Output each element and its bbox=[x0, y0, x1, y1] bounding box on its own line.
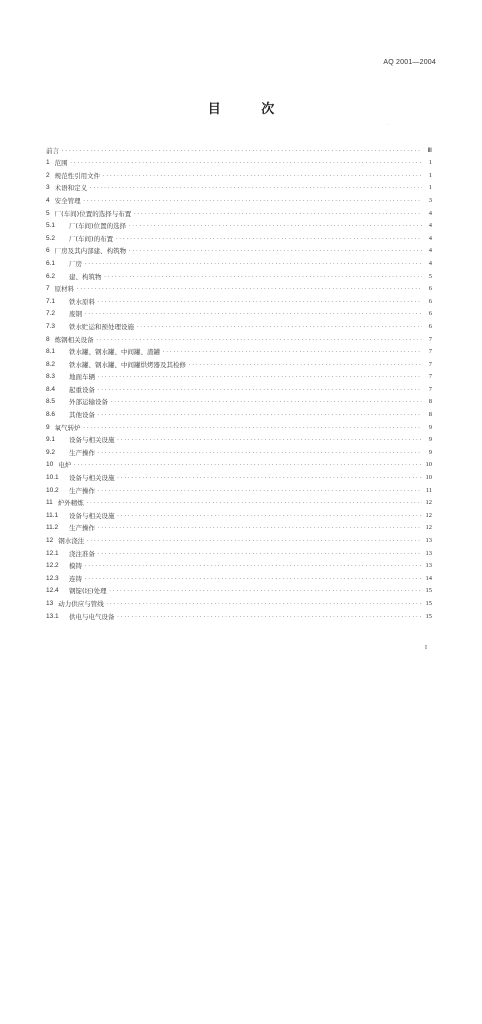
toc-dot-leader bbox=[84, 310, 422, 318]
toc-dot-leader bbox=[97, 298, 422, 306]
toc-dot-leader bbox=[61, 147, 422, 155]
toc-entry-number: 10.1 bbox=[46, 474, 59, 482]
toc-dot-leader bbox=[115, 235, 422, 243]
toc-entry-number: 8.3 bbox=[46, 373, 56, 381]
toc-dot-leader bbox=[128, 247, 422, 255]
toc-entry-number: 9.1 bbox=[46, 436, 56, 444]
toc-entry-title: 建、构筑物 bbox=[69, 272, 102, 281]
toc-dot-leader bbox=[97, 411, 422, 419]
toc-entry-page: 1 bbox=[428, 184, 432, 192]
toc-entry-title: 动力供应与管线 bbox=[58, 599, 104, 608]
toc-entry-number: 7.3 bbox=[46, 322, 56, 330]
toc-dot-leader bbox=[106, 600, 422, 608]
toc-dot-leader bbox=[86, 499, 422, 507]
toc-entry-number: 12.2 bbox=[46, 562, 59, 570]
toc-entry-page: 4 bbox=[428, 209, 432, 217]
toc-entry-number: 8.5 bbox=[46, 398, 56, 406]
toc-entry-title: 炼钢相关设备 bbox=[54, 335, 94, 344]
toc-dot-leader bbox=[76, 285, 422, 293]
toc-entry-number: 12.3 bbox=[46, 574, 59, 582]
toc-dot-leader bbox=[83, 424, 422, 432]
toc-entry[interactable] bbox=[46, 180, 432, 193]
toc-entry-number: 5.1 bbox=[46, 222, 56, 230]
toc-entry-page: 12 bbox=[425, 511, 432, 519]
toc-entry-title: 原材料 bbox=[54, 285, 75, 294]
toc-entry[interactable] bbox=[46, 230, 432, 243]
toc-entry[interactable] bbox=[46, 532, 432, 545]
toc-entry-page: 15 bbox=[425, 599, 432, 607]
toc-dot-leader bbox=[136, 323, 422, 331]
toc-entry-page: Ⅲ bbox=[427, 146, 432, 154]
toc-dot-leader bbox=[117, 512, 423, 520]
toc-entry[interactable] bbox=[46, 369, 432, 382]
toc-entry-title: 铁水罐、钢水罐、中间罐烘烤器及其检修 bbox=[69, 360, 186, 369]
toc-entry-number: 12 bbox=[46, 537, 54, 544]
toc-dot-leader bbox=[117, 613, 423, 621]
toc-entry[interactable] bbox=[46, 457, 432, 470]
toc-entry-page: 12 bbox=[425, 524, 432, 532]
toc-entry-title: 前言 bbox=[46, 146, 59, 155]
toc-entry-page: 11 bbox=[425, 486, 432, 494]
toc-entry[interactable] bbox=[46, 331, 432, 344]
toc-entry[interactable] bbox=[46, 306, 432, 319]
toc-entry-page: 13 bbox=[425, 537, 432, 544]
toc-entry-page: 7 bbox=[428, 385, 432, 393]
toc-entry-page: 4 bbox=[428, 259, 432, 267]
toc-entry-number: 10 bbox=[46, 461, 54, 469]
toc-entry[interactable] bbox=[46, 318, 432, 331]
toc-entry[interactable] bbox=[46, 469, 432, 482]
standard-code: AQ 2001—2004 bbox=[383, 59, 436, 66]
toc-entry[interactable] bbox=[46, 583, 432, 596]
toc-entry-page: 3 bbox=[428, 196, 432, 204]
toc-entry-page: 6 bbox=[428, 322, 432, 330]
toc-entry-title: 厂(车间)位置的选择与布置 bbox=[54, 209, 132, 218]
toc-entry-title: 连铸 bbox=[69, 574, 82, 583]
toc-entry-page: 10 bbox=[425, 461, 432, 469]
toc-dot-leader bbox=[109, 587, 422, 595]
toc-entry-number: 2 bbox=[46, 171, 50, 179]
toc-entry-number: 11.1 bbox=[46, 511, 59, 519]
toc-entry[interactable] bbox=[46, 482, 432, 495]
toc-entry-number: 7.1 bbox=[46, 297, 56, 305]
toc-dot-leader bbox=[97, 449, 422, 457]
toc-entry-title: 地面车辆 bbox=[69, 373, 95, 382]
toc-entry-title: 供电与电气设备 bbox=[69, 612, 115, 621]
toc-entry[interactable] bbox=[46, 255, 432, 268]
toc-entry-title: 铁水原料 bbox=[69, 297, 95, 306]
toc-dot-leader bbox=[97, 373, 422, 381]
toc-dot-leader bbox=[162, 348, 422, 356]
stray-mark: . bbox=[388, 121, 390, 126]
toc-entry[interactable] bbox=[46, 558, 432, 571]
toc-dot-leader bbox=[104, 273, 423, 281]
toc-entry-page: 9 bbox=[428, 423, 432, 431]
toc-entry-number: 3 bbox=[46, 184, 50, 192]
toc-entry-title: 生产操作 bbox=[69, 486, 95, 495]
toc-entry[interactable] bbox=[46, 293, 432, 306]
toc-entry-title: 铁水罐、钢水罐、中间罐、渣罐 bbox=[69, 348, 160, 357]
toc-dot-leader bbox=[84, 260, 422, 268]
toc-dot-leader bbox=[97, 550, 422, 558]
toc-entry-title: 钢锭(坯)处理 bbox=[69, 587, 107, 596]
toc-dot-leader bbox=[84, 575, 422, 583]
toc-entry[interactable] bbox=[46, 167, 432, 180]
toc-dot-leader bbox=[128, 222, 422, 230]
toc-entry-number: 8.2 bbox=[46, 360, 56, 368]
toc-dot-leader bbox=[97, 487, 422, 495]
toc-dot-leader bbox=[89, 184, 422, 192]
toc-entry[interactable] bbox=[46, 281, 432, 294]
table-of-contents bbox=[46, 142, 432, 621]
toc-entry-number: 12.4 bbox=[46, 587, 59, 595]
toc-entry-page: 7 bbox=[428, 373, 432, 381]
toc-entry-number: 5 bbox=[46, 209, 50, 217]
toc-entry-number: 12.1 bbox=[46, 549, 59, 557]
toc-entry-page: 6 bbox=[428, 310, 432, 318]
toc-dot-leader bbox=[102, 172, 422, 180]
toc-entry-title: 范围 bbox=[54, 159, 68, 168]
toc-entry-title: 生产操作 bbox=[69, 524, 95, 533]
toc-entry[interactable] bbox=[46, 520, 432, 533]
page-title: 目 次 bbox=[207, 102, 293, 117]
toc-entry-title: 厂(车间)的布置 bbox=[69, 234, 114, 243]
toc-entry-page: 8 bbox=[428, 411, 432, 419]
toc-entry-page: 12 bbox=[425, 499, 432, 507]
toc-dot-leader bbox=[84, 562, 422, 570]
toc-entry-page: 1 bbox=[428, 159, 432, 167]
toc-entry-number: 9.2 bbox=[46, 448, 56, 456]
toc-entry-title: 术语和定义 bbox=[54, 184, 88, 193]
toc-entry-number: 4 bbox=[46, 196, 50, 204]
toc-dot-leader bbox=[70, 159, 422, 167]
toc-entry-page: 10 bbox=[425, 474, 432, 482]
toc-entry-page: 13 bbox=[425, 549, 432, 557]
toc-entry-title: 生产操作 bbox=[69, 448, 95, 457]
toc-entry-page: 14 bbox=[425, 574, 432, 582]
toc-entry[interactable] bbox=[46, 192, 432, 205]
toc-entry[interactable] bbox=[46, 356, 432, 369]
toc-entry-page: 9 bbox=[428, 436, 432, 444]
toc-entry-title: 设备与相关设施 bbox=[69, 474, 115, 483]
toc-entry-number: 5.2 bbox=[46, 234, 56, 242]
toc-dot-leader bbox=[117, 474, 423, 482]
toc-entry-number: 7.2 bbox=[46, 310, 56, 318]
toc-entry[interactable] bbox=[46, 344, 432, 357]
toc-dot-leader bbox=[86, 537, 422, 545]
toc-entry-title: 炉外精炼 bbox=[57, 499, 84, 508]
toc-entry-page: 6 bbox=[428, 297, 432, 305]
toc-dot-leader bbox=[97, 386, 422, 394]
toc-entry-title: 厂房及其内部建、构筑物 bbox=[54, 247, 127, 256]
toc-entry[interactable] bbox=[46, 381, 432, 394]
toc-entry-title: 外部运输设备 bbox=[69, 398, 108, 407]
toc-entry-page: 5 bbox=[428, 272, 432, 280]
toc-entry[interactable] bbox=[46, 419, 432, 432]
toc-entry[interactable] bbox=[46, 595, 432, 608]
toc-dot-leader bbox=[188, 361, 422, 369]
toc-entry[interactable] bbox=[46, 545, 432, 558]
toc-entry[interactable] bbox=[46, 570, 432, 583]
toc-entry-page: 7 bbox=[428, 360, 432, 368]
toc-entry-page: 6 bbox=[428, 285, 432, 293]
toc-entry-number: 6.2 bbox=[46, 272, 56, 280]
toc-entry[interactable] bbox=[46, 444, 432, 457]
toc-entry-title: 其他设备 bbox=[69, 411, 95, 420]
toc-entry-title: 模铸 bbox=[69, 562, 82, 571]
toc-entry-number: 8.1 bbox=[46, 348, 56, 356]
toc-entry[interactable] bbox=[46, 218, 432, 231]
toc-entry-title: 浇注准备 bbox=[69, 549, 95, 558]
toc-entry-title: 废钢 bbox=[69, 310, 82, 319]
toc-entry-title: 厂房 bbox=[69, 259, 82, 268]
toc-dot-leader bbox=[133, 210, 422, 218]
toc-entry-title: 安全管理 bbox=[54, 196, 81, 205]
toc-entry-title: 起重设备 bbox=[69, 385, 95, 394]
toc-entry-title: 钢水浇注 bbox=[58, 537, 85, 545]
toc-entry-page: 15 bbox=[425, 587, 432, 595]
toc-entry-page: 4 bbox=[428, 222, 432, 230]
toc-entry-title: 设备与相关设施 bbox=[69, 436, 115, 445]
toc-entry[interactable] bbox=[46, 243, 432, 256]
toc-entry-number: 10.2 bbox=[46, 486, 59, 494]
toc-entry-page: 4 bbox=[428, 247, 432, 255]
toc-entry-number: 6.1 bbox=[46, 259, 56, 267]
toc-entry-title: 铁水贮运和预处理设施 bbox=[69, 322, 134, 331]
toc-entry-number: 11 bbox=[46, 499, 53, 507]
toc-entry[interactable] bbox=[46, 608, 432, 621]
toc-entry-title: 厂(车间)位置的选择 bbox=[69, 222, 127, 231]
toc-entry-title: 设备与相关设施 bbox=[69, 511, 115, 520]
toc-dot-leader bbox=[83, 197, 422, 205]
toc-entry-number: 13 bbox=[46, 599, 54, 607]
toc-entry[interactable] bbox=[46, 142, 432, 155]
page-number: I bbox=[425, 645, 427, 651]
toc-entry-number: 1 bbox=[46, 159, 50, 167]
toc-entry-number: 11.2 bbox=[46, 524, 59, 532]
toc-entry-number: 8.4 bbox=[46, 385, 56, 393]
toc-entry-page: 15 bbox=[425, 612, 432, 620]
toc-dot-leader bbox=[73, 461, 422, 469]
toc-entry[interactable] bbox=[46, 394, 432, 407]
toc-entry[interactable] bbox=[46, 268, 432, 281]
toc-entry-number: 13.1 bbox=[46, 612, 59, 620]
toc-entry[interactable] bbox=[46, 507, 432, 520]
toc-entry-page: 13 bbox=[425, 562, 432, 570]
toc-entry[interactable] bbox=[46, 205, 432, 218]
toc-entry-number: 8 bbox=[46, 335, 50, 343]
toc-entry[interactable] bbox=[46, 406, 432, 419]
toc-entry-page: 4 bbox=[428, 234, 432, 242]
toc-dot-leader bbox=[96, 336, 422, 344]
toc-dot-leader bbox=[97, 524, 422, 532]
toc-entry-page: 7 bbox=[428, 335, 432, 343]
toc-entry-page: 9 bbox=[428, 448, 432, 456]
toc-entry-number: 8.6 bbox=[46, 411, 56, 419]
toc-entry[interactable] bbox=[46, 495, 432, 508]
toc-entry-number: 6 bbox=[46, 247, 50, 255]
toc-entry[interactable] bbox=[46, 432, 432, 445]
toc-entry-title: 规范性引用文件 bbox=[54, 171, 101, 180]
toc-entry-page: 8 bbox=[428, 398, 432, 406]
toc-dot-leader bbox=[110, 398, 422, 406]
toc-entry-title: 电炉 bbox=[58, 461, 72, 470]
toc-entry[interactable] bbox=[46, 155, 432, 168]
toc-entry-page: 1 bbox=[428, 171, 432, 179]
toc-entry-number: 9 bbox=[46, 423, 50, 431]
toc-entry-page: 7 bbox=[428, 348, 432, 356]
toc-dot-leader bbox=[117, 436, 423, 444]
toc-entry-title: 氧气转炉 bbox=[54, 423, 81, 432]
toc-entry-number: 7 bbox=[46, 285, 50, 293]
